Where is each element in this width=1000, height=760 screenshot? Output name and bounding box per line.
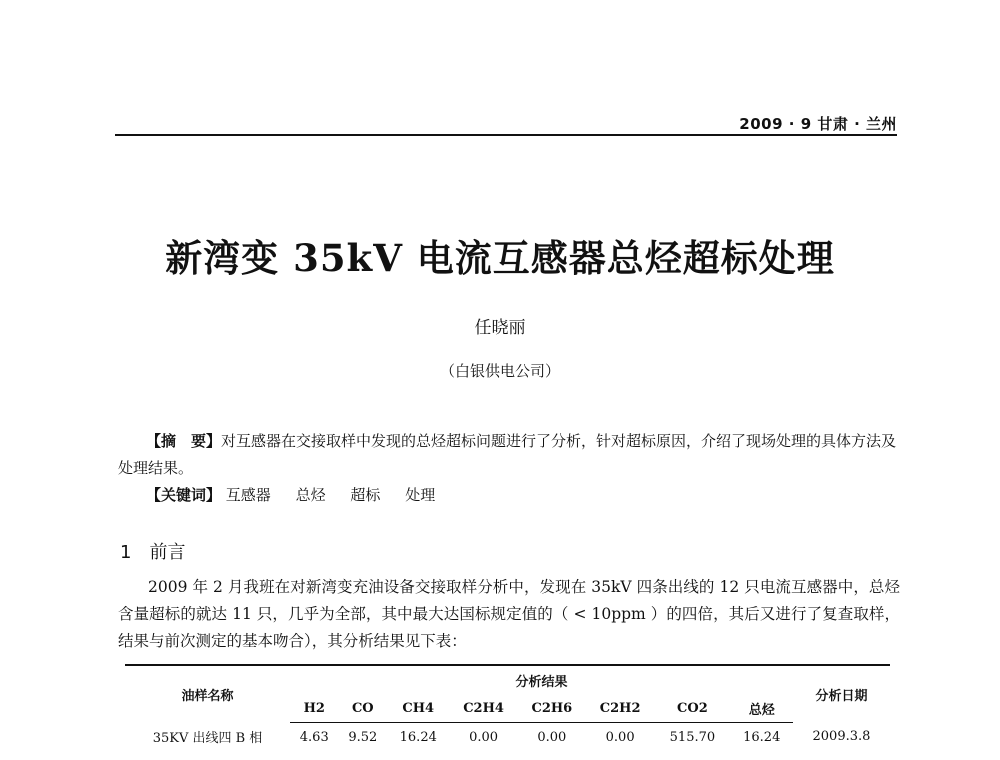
paper-title: 新湾变 35kV 电流互感器总烃超标处理 (165, 236, 835, 280)
body-paragraph: 2009 年 2 月我班在对新湾变充油设备交接取样分析中，发现在 35kV 四条出线的 12 只电流互感器中，总烃含量超标的就达 11 只，几乎为全部，其中最大达国标规定值的（ < 10ppm ）的四倍，其后又进行了复查取样，结果与前次测定的基本吻合），其分析结果见下表： (118, 578, 900, 650)
table-cell: 4.63 (299, 729, 329, 745)
cell-date: 2009.3.8 (812, 729, 871, 745)
cell-sample-name: 35KV 出线四 B 相 (152, 731, 263, 747)
abstract-label: 【摘 要】 (146, 432, 222, 450)
header-rule (115, 134, 897, 136)
header-sample-name: 油样名称 (125, 665, 290, 723)
table-cell: 515.70 (669, 729, 716, 745)
abstract (118, 428, 900, 482)
table-cell: 0.00 (605, 729, 635, 745)
header-analysis-group: 分析结果 (290, 665, 793, 694)
affiliation: （白银供电公司） (439, 362, 560, 380)
abstract-text: 对互感器在交接取样中发现的总烃超标问题进行了分析，针对超标原因，介绍了现场处理的具体方法及处理结果。 (118, 432, 897, 477)
section-number: 1 (120, 542, 132, 563)
keyword-item: 超标 (350, 486, 381, 504)
table-cell: 9.52 (348, 729, 378, 745)
running-head: 2009 · 9 甘肃 · 兰州 (739, 115, 897, 133)
header-date: 分析日期 (793, 665, 890, 723)
column-header: CO (339, 694, 388, 723)
column-header: 总烃 (731, 694, 793, 723)
keywords (146, 482, 896, 509)
column-header: C2H6 (518, 694, 586, 723)
section-title: 前言 (149, 542, 186, 563)
table-row (125, 723, 890, 752)
keywords-label: 【关键词】 (146, 486, 222, 504)
section-heading (120, 538, 185, 564)
author-name: 任晓丽 (474, 318, 526, 338)
analysis-table (125, 664, 890, 751)
column-header: H2 (290, 694, 339, 723)
table-cell: 16.24 (743, 729, 781, 745)
column-header: CO2 (654, 694, 730, 723)
column-header: C2H4 (449, 694, 517, 723)
keyword-item: 互感器 (225, 486, 271, 504)
column-header: CH4 (387, 694, 449, 723)
table-cell: 16.24 (399, 729, 437, 745)
column-header: C2H2 (586, 694, 654, 723)
keyword-item: 处理 (405, 486, 436, 504)
keyword-item: 总烃 (295, 486, 326, 504)
table-cell: 0.00 (469, 729, 499, 745)
table-cell: 0.00 (537, 729, 567, 745)
